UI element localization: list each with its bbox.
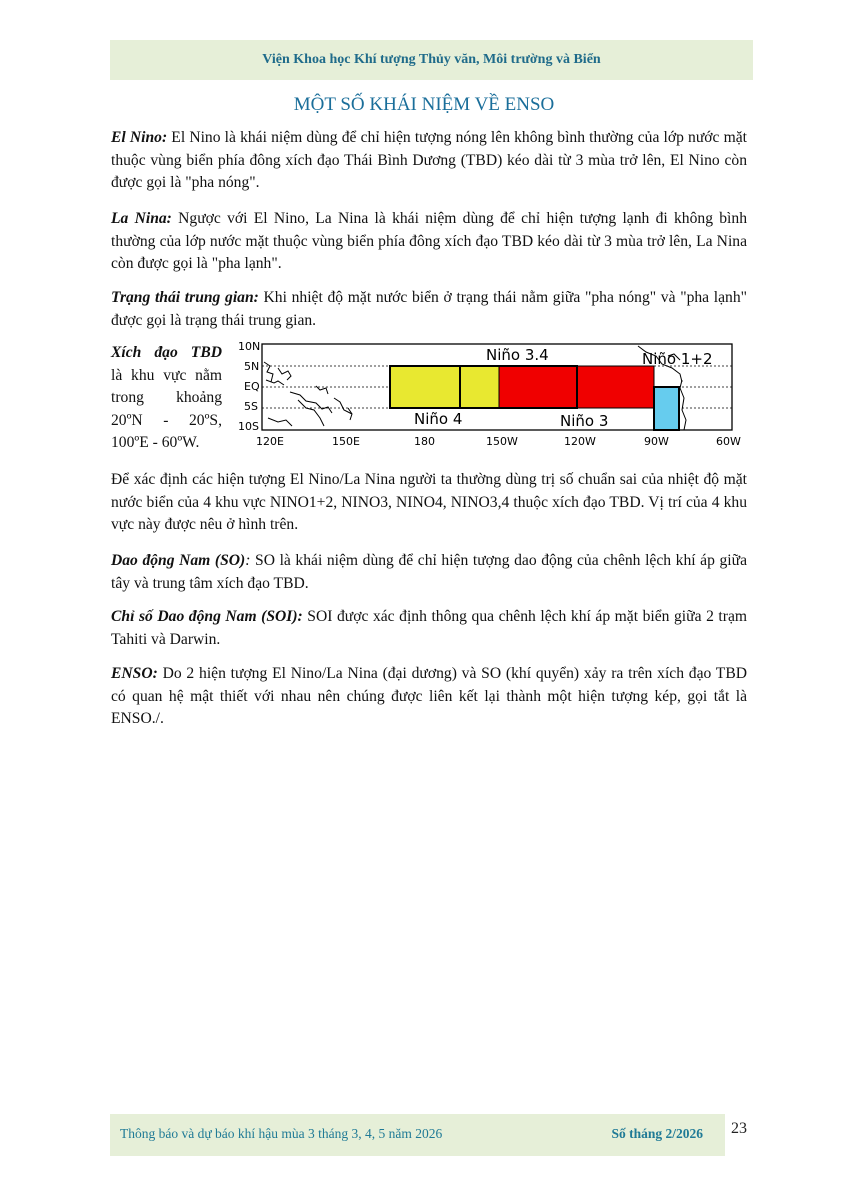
lon-label-120w: 120W bbox=[564, 435, 596, 448]
label-nino4: Niño 4 bbox=[414, 410, 463, 428]
paragraph-soi bbox=[111, 606, 747, 651]
lon-label-150w: 150W bbox=[486, 435, 518, 448]
nino3-east-red bbox=[577, 366, 654, 408]
term-soi: Chỉ số Dao động Nam (SOI): bbox=[111, 608, 303, 625]
paragraph-el-nino bbox=[111, 127, 747, 195]
paragraph-trung-gian bbox=[111, 287, 747, 332]
lat-label-eq: EQ bbox=[244, 380, 260, 393]
footer-bar bbox=[110, 1114, 725, 1156]
term-el-nino: El Nino: bbox=[111, 129, 168, 146]
paragraph-xich-dao bbox=[111, 342, 222, 455]
text-trung-gian: Khi nhiệt độ mặt nước biển ở trạng thái nằm giữa "pha nóng" và "pha lạnh" được gọi là trạng thái trung gian. bbox=[111, 289, 748, 329]
lat-label-5n: 5N bbox=[244, 360, 260, 373]
text-enso: Do 2 hiện tượng El Nino/La Nina (đại dương) và SO (khí quyển) xảy ra trên xích đạo TBD có quan hệ mật thiết với nhau nên chúng được liên kết lại thành một hiện tượng kép, gọi tắt là ENSO./. bbox=[111, 665, 747, 727]
page-number: 23 bbox=[731, 1120, 747, 1137]
nino4-west-box bbox=[390, 366, 460, 408]
paragraph-xac-dinh bbox=[111, 469, 747, 537]
text-xac-dinh: Để xác định các hiện tượng El Nino/La Nina người ta thường dùng trị số chuẩn sai của nhiệt độ mặt nước biển của 4 khu vực NINO1+2, NINO3, NINO4, NINO3,4 thuộc xích đạo TBD. Vị trí của 4 khu vực này được nêu ở hình trên. bbox=[111, 471, 747, 533]
label-nino3: Niño 3 bbox=[560, 412, 609, 430]
footer-publication: Thông báo và dự báo khí hậu mùa 3 tháng 3, 4, 5 năm 2026 bbox=[120, 1126, 443, 1141]
nino34-west-red bbox=[499, 366, 577, 408]
lon-label-180: 180 bbox=[414, 435, 435, 448]
institute-name: Viện Khoa học Khí tượng Thủy văn, Môi trường và Biển bbox=[262, 52, 601, 67]
footer-issue: Số tháng 2/2026 bbox=[611, 1126, 703, 1141]
paragraph-enso bbox=[111, 663, 747, 731]
xich-dao-line-2: là khu vực nằm bbox=[111, 366, 222, 384]
xich-dao-line-4: 20ºN - 20ºS, bbox=[111, 411, 222, 429]
paragraph-so bbox=[111, 550, 747, 595]
lon-label-60w: 60W bbox=[716, 435, 741, 448]
term-enso: ENSO: bbox=[111, 665, 158, 682]
lon-label-120e: 120E bbox=[256, 435, 284, 448]
text-so: SO là khái niệm dùng để chỉ hiện tượng dao động của chênh lệch khí áp giữa tây và trung tâm xích đạo TBD. bbox=[111, 552, 747, 592]
xich-dao-line-5: 100ºE - 60ºW. bbox=[111, 434, 200, 451]
nino4-east-box bbox=[460, 366, 499, 408]
text-el-nino: El Nino là khái niệm dùng để chỉ hiện tượng nóng lên không bình thường của lớp nước mặt thuộc vùng biển phía đông xích đạo Thái Bình Dương (TBD) kéo dài từ 3 mùa trở lên, El Nino còn được gọi là "pha nóng". bbox=[111, 129, 747, 191]
nino12-box bbox=[654, 387, 679, 430]
term-so-colon: : bbox=[245, 552, 251, 569]
label-nino34: Niño 3.4 bbox=[486, 346, 549, 364]
header-bar bbox=[110, 40, 753, 80]
page-title: MỘT SỐ KHÁI NIỆM VỀ ENSO bbox=[293, 94, 555, 115]
lat-label-10s: 10S bbox=[238, 420, 259, 433]
lon-label-90w: 90W bbox=[644, 435, 669, 448]
text-la-nina: Ngược với El Nino, La Nina là khái niệm dùng để chỉ hiện tượng lạnh đi không bình thường của lớp nước mặt thuộc vùng biển phía đông xích đạo TBD kéo dài từ 3 mùa trở lên, La Nina còn được gọi là "pha lạnh". bbox=[111, 210, 747, 272]
term-xich-dao: Xích đạo TBD bbox=[111, 344, 222, 361]
lat-label-10n: 10N bbox=[238, 340, 261, 353]
lat-label-5s: 5S bbox=[244, 400, 258, 413]
text-soi: SOI được xác định thông qua chênh lệch khí áp mặt biển giữa 2 trạm Tahiti và Darwin. bbox=[111, 608, 748, 648]
label-nino12: Niño 1+2 bbox=[642, 350, 713, 368]
xich-dao-line-3: trong khoảng bbox=[111, 389, 222, 406]
lon-label-150e: 150E bbox=[332, 435, 360, 448]
term-so: Dao động Nam (SO) bbox=[111, 552, 246, 569]
paragraph-la-nina bbox=[111, 208, 747, 276]
term-trung-gian: Trạng thái trung gian: bbox=[111, 289, 259, 306]
nino-regions-map bbox=[238, 340, 741, 450]
term-la-nina: La Nina: bbox=[111, 210, 172, 227]
